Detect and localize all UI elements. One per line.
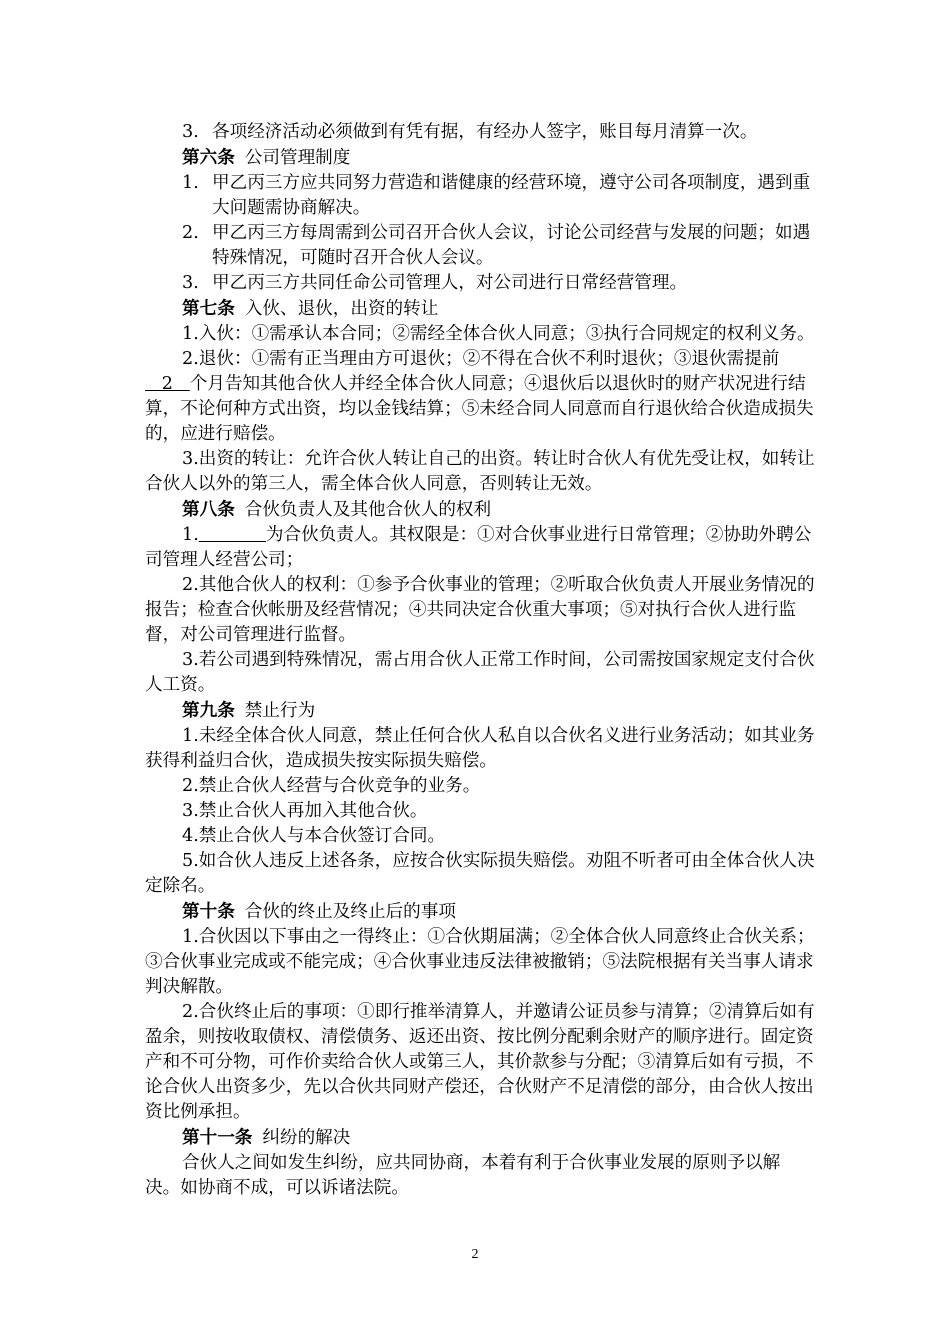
paragraph: 3.禁止合伙人再加入其他合伙。	[182, 801, 428, 821]
fill-in-blank: 2	[145, 374, 190, 394]
paragraph: 1.入伙：①需承认本合同；②需经全体合伙人同意；③执行合同规定的权利义务。	[182, 324, 815, 344]
list-item	[182, 171, 815, 221]
paragraph	[145, 523, 815, 573]
paragraph	[145, 347, 815, 447]
article-title: 合伙的终止及终止后的事项	[244, 902, 456, 922]
item-number: 3.	[182, 273, 199, 293]
article-label: 第九条	[182, 700, 235, 721]
article-label: 第六条	[182, 147, 235, 168]
paragraph-text: 1.	[182, 525, 199, 545]
paragraph-text: 2.退伙：①需有正当理由方可退伙；②不得在合伙不利时退伙；③退伙需提前	[182, 349, 780, 369]
article-6-list	[145, 171, 815, 296]
paragraph: 合伙人之间如发生纠纷，应共同协商，本着有利于合伙事业发展的原则予以解决。如协商不成，可以诉诸法院。	[145, 1153, 781, 1198]
article-label: 第八条	[182, 499, 235, 520]
article-6-heading	[145, 145, 815, 171]
item-list	[145, 120, 815, 145]
paragraph: 3.若公司遇到特殊情况，需占用合伙人正常工作时间，公司需按国家规定支付合伙人工资。	[145, 650, 815, 695]
list-item	[182, 120, 815, 145]
article-label: 第十一条	[182, 1127, 253, 1148]
article-title: 禁止行为	[244, 701, 316, 721]
article-label: 第十条	[182, 901, 235, 922]
item-number: 1.	[182, 173, 199, 193]
paragraph-text: 个月告知其他合伙人并经全体合伙人同意；④退伙后以退伙时的财产状况进行结算，不论何种方式出资，均以金钱结算；⑤未经合同人同意而自行退伙给合伙造成损失的，应进行赔偿。	[145, 374, 814, 444]
paragraph: 2.合伙终止后的事项：①即行推举清算人，并邀请公证员参与清算；②清算后如有盈余，则按收取债权、清偿债务、返还出资、按比例分配剩余财产的顺序进行。固定资产和不可分物，可作价卖给合伙人或第三人，其价款参与分配；③清算后如有亏损，不论合伙人出资多少，先以合伙共同财产偿还，合伙财产不足清偿的部分，由合伙人按出资比例承担。	[145, 1002, 815, 1122]
paragraph-text: 为合伙负责人。其权限是：①对合伙事业进行日常管理；②协助外聘公司管理人经营公司；	[145, 525, 812, 570]
item-text: 甲乙丙三方共同任命公司管理人，对公司进行日常经营管理。	[212, 273, 688, 293]
paragraph: 1.合伙因以下事由之一得终止：①合伙期届满；②全体合伙人同意终止合伙关系；③合伙事业完成或不能完成；④合伙事业违反法律被撤销；⑤法院根据有关当事人请求判决解散。	[145, 927, 815, 997]
article-7-heading	[145, 296, 815, 322]
item-text: 各项经济活动必须做到有凭有据，有经办人签字，账目每月清算一次。	[212, 122, 758, 142]
list-item	[182, 271, 815, 296]
item-number: 3.	[182, 122, 199, 142]
article-8-heading	[145, 497, 815, 523]
article-10-heading	[145, 899, 815, 925]
paragraph: 2.禁止合伙人经营与合伙竞争的业务。	[182, 776, 481, 796]
list-item	[182, 221, 815, 271]
paragraph: 5.如合伙人违反上述各条，应按合伙实际损失赔偿。劝阻不听者可由全体合伙人决定除名。	[145, 851, 815, 896]
article-title: 入伙、退伙，出资的转让	[244, 299, 439, 319]
item-number: 2.	[182, 223, 199, 243]
paragraph: 2.其他合伙人的权利：①参予合伙事业的管理；②听取合伙负责人开展业务情况的报告；检查合伙帐册及经营情况；④共同决定合伙重大事项；⑤对执行合伙人进行监督，对公司管理进行监督。	[145, 575, 815, 645]
page-number: 2	[471, 1247, 479, 1262]
article-title: 合伙负责人及其他合伙人的权利	[244, 500, 492, 520]
fill-in-blank	[199, 525, 266, 545]
article-label: 第七条	[182, 298, 235, 319]
article-11-heading	[145, 1125, 815, 1151]
paragraph: 3.出资的转让：允许合伙人转让自己的出资。转让时合伙人有优先受让权，如转让合伙人以外的第三人，需全体合伙人同意，否则转让无效。	[145, 449, 815, 494]
article-9-heading	[145, 698, 815, 724]
article-title: 纠纷的解决	[262, 1128, 351, 1148]
paragraph: 1.未经全体合伙人同意，禁止任何合伙人私自以合伙名义进行业务活动；如其业务获得利益归合伙，造成损失按实际损失赔偿。	[145, 726, 815, 771]
item-text: 甲乙丙三方每周需到公司召开合伙人会议，讨论公司经营与发展的问题；如遇特殊情况，可随时召开合伙人会议。	[212, 223, 811, 268]
item-text: 甲乙丙三方应共同努力营造和谐健康的经营环境，遵守公司各项制度，遇到重大问题需协商解决。	[212, 173, 811, 218]
document-page	[145, 120, 815, 1201]
article-title: 公司管理制度	[244, 148, 351, 168]
paragraph: 4.禁止合伙人与本合伙签订合同。	[182, 826, 446, 846]
